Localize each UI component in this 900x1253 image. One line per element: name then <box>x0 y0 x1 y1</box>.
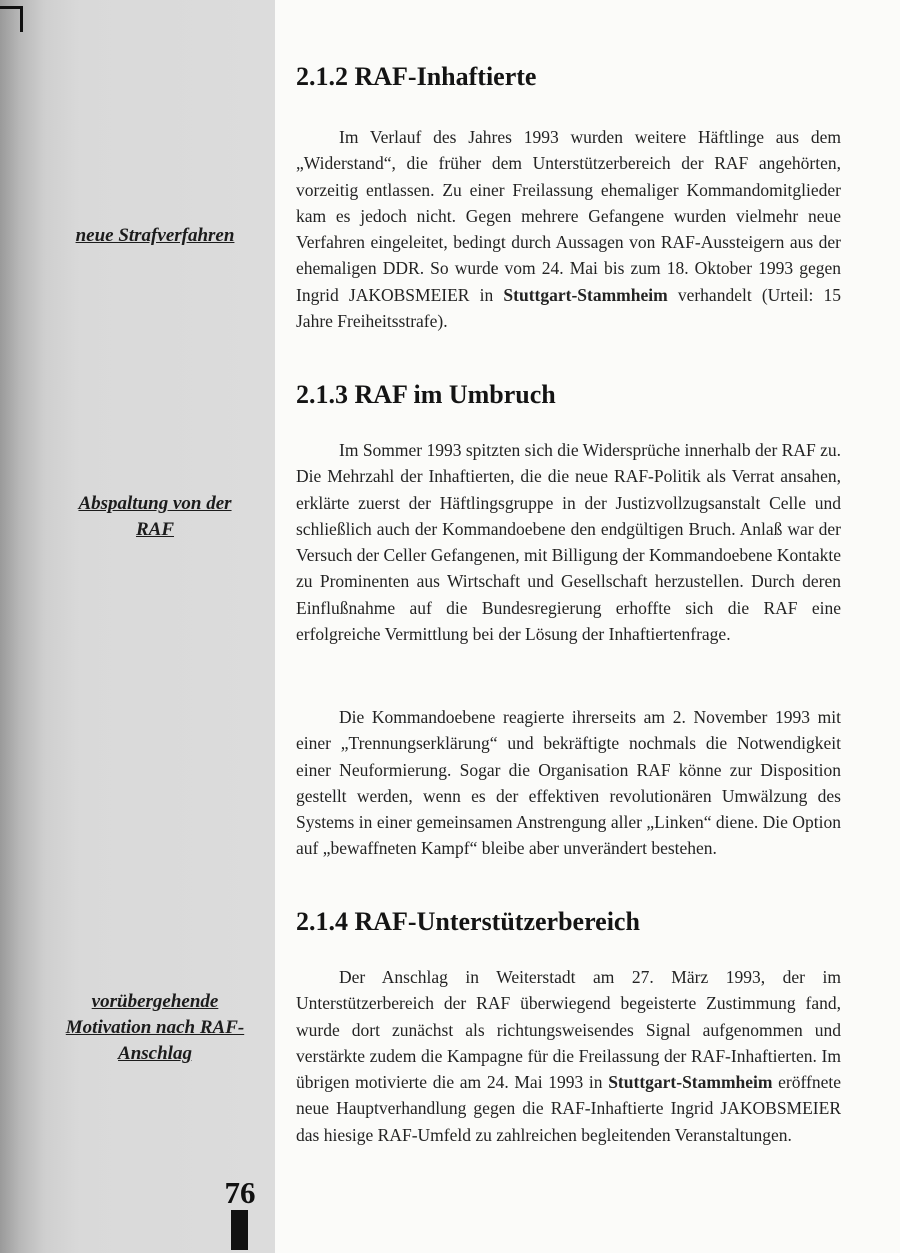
margin-note-abspaltung: Abspaltung von der RAF <box>78 493 232 540</box>
paragraph: Die Kommandoebene reagierte ihrerseits am 2. November 1993 mit einer „Trennungserklärung“ und bekräftigte nochmals die Notwendigkeit einer Neuformierung. Sogar die Organisation RAF könne zur Disposition gestellt werden, wenn es der effektiven revolutionären Umwälzung des Systems in einer gemeinsamen Anstrengung aller „Linken“ diene. Die Option auf „bewaffneten Kampf“ bleibe aber unverändert bestehen. <box>296 707 841 859</box>
crop-mark <box>0 6 22 9</box>
margin-note-motivation: vorübergehende Motivation nach RAF-Anschlag <box>65 991 245 1064</box>
page-number: 76 <box>224 1175 256 1210</box>
paragraph: Im Verlauf des Jahres 1993 wurden weitere Häftlinge aus dem „Widerstand“, die früher dem Unterstützerbereich der RAF angehörten, vorzeitig entlassen. Zu einer Freilassung ehemaliger Kommandomitglieder kam es jedoch nicht. Gegen mehrere Gefangene wurden vielmehr neue Verfahren eingeleitet, bedingt durch Aussagen von RAF-Aussteigern aus der ehemaligen DDR. So wurde vom 24. Mai bis zum 18. Oktober 1993 gegen Ingrid JAKOBSMEIER in Stuttgart-Stammheim verhandelt (Urteil: 15 Jahre Freiheitsstrafe). <box>296 127 841 332</box>
paragraph: Im Sommer 1993 spitzten sich die Widersprüche innerhalb der RAF zu. Die Mehrzahl der Inhaftierten, die die neue RAF-Politik als Verrat ansahen, erklärte zuerst der Häftlingsgruppe in der Justizvollzugsanstalt Celle und schließlich auch der Kommandoebene den endgültigen Bruch. Anlaß war der Versuch der Celler Gefangenen, mit Billigung der Kommandoebene Kontakte zu Prominenten aus Wirtschaft und Gesellschaft herzustellen. Durch deren Einflußnahme auf die Bundesregierung erhoffte sich die RAF eine erfolgreiche Vermittlung bei der Lösung der Inhaftiertenfrage. <box>296 440 841 645</box>
section-heading-2-1-4: 2.1.4 RAF-Unterstützerbereich <box>296 907 640 936</box>
section-heading-2-1-3: 2.1.3 RAF im Umbruch <box>296 380 556 409</box>
section-heading-2-1-2: 2.1.2 RAF-Inhaftierte <box>296 62 537 91</box>
margin-note-neue-strafverfahren: neue Strafverfahren <box>75 225 235 246</box>
page-marker <box>231 1210 248 1250</box>
paragraph: Der Anschlag in Weiterstadt am 27. März 1993, der im Unterstützerbereich der RAF überwiegend begeisterte Zustimmung fand, wurde dort zunächst als richtungsweisendes Signal aufgenommen und verstärkte zudem die Kampagne für die Freilassung der RAF-Inhaftierten. Im übrigen motivierte die am 24. Mai 1993 in Stuttgart-Stammheim eröffnete neue Hauptverhandlung gegen die RAF-Inhaftierte Ingrid JAKOBSMEIER das hiesige RAF-Umfeld zu zahlreichen begleitenden Veranstaltungen. <box>296 967 841 1145</box>
crop-mark <box>20 6 23 32</box>
